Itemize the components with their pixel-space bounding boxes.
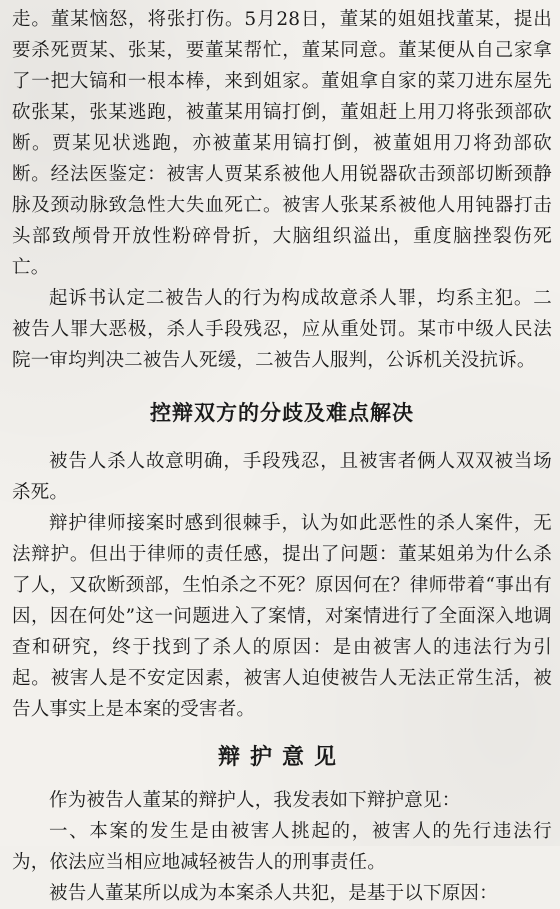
paragraph-case-facts: 走。董某恼怒，将张打伤。5月28日，董某的姐姐找董某，提出要杀死贾某、张某，要董某帮忙，董某同意。董某便从自己家拿了一把大镐和一根本棒，来到姐家。董姐拿自家的菜刀进东屋先砍张某，张某逃跑，被董某用镐打倒，董姐赶上用刀将张颈部砍断。贾某见状逃跑，亦被董某用镐打倒，被董姐用刀将劲部砍断。经法医鉴定：被害人贾某系被他人用锐器砍击颈部切断颈静脉及颈动脉致急性大失血死亡。被害人张某系被他人用钝器打击头部致颅骨开放性粉碎骨折，大脑组织溢出，重度脑挫裂伤死亡。: [12, 9, 552, 278]
paragraph-point-one: 一、本案的发生是由被害人挑起的，被害人的先行违法行为，依法应当相应地减轻被告人的刑事责任。: [12, 821, 552, 873]
paragraph-intent: 被告人杀人故意明确，手段残忍，且被害者俩人双双被当场杀死。: [12, 451, 552, 503]
paragraph-lawyer-approach: 辩护律师接案时感到很棘手，认为如此恶性的杀人案件，无法辩护。但出于律师的责任感，提出了问题：董某姐弟为什么杀了人，又砍断颈部，生怕杀之不死？原因何在？律师带着“事出有因，因在何处”这一问题进入了案情，对案情进行了全面深入地调查和研究，终于找到了杀人的原因：是由被害人的违法行为引起。被害人是不安定因素，被害人迫使被告人无法正常生活，被告人事实上是本案的受害者。: [12, 513, 552, 720]
paragraph-reasons-intro: 被告人董某所以成为本案杀人共犯，是基于以下原因：: [49, 883, 498, 904]
paragraph-indictment: 起诉书认定二被告人的行为构成故意杀人罪，均系主犯。二被告人罪大恶极，杀人手段残忍，应从重处罚。某市中级人民法院一审均判决二被告人死缓，二被告人服判，公诉机关没抗诉。: [12, 288, 552, 371]
paragraph-opinion-intro: 作为被告人董某的辩护人，我发表如下辩护意见：: [49, 790, 461, 811]
section-heading-defense-opinion: 辩护意见: [217, 745, 346, 770]
section-heading-disputes: 控辩双方的分歧及难点解决: [150, 401, 414, 425]
